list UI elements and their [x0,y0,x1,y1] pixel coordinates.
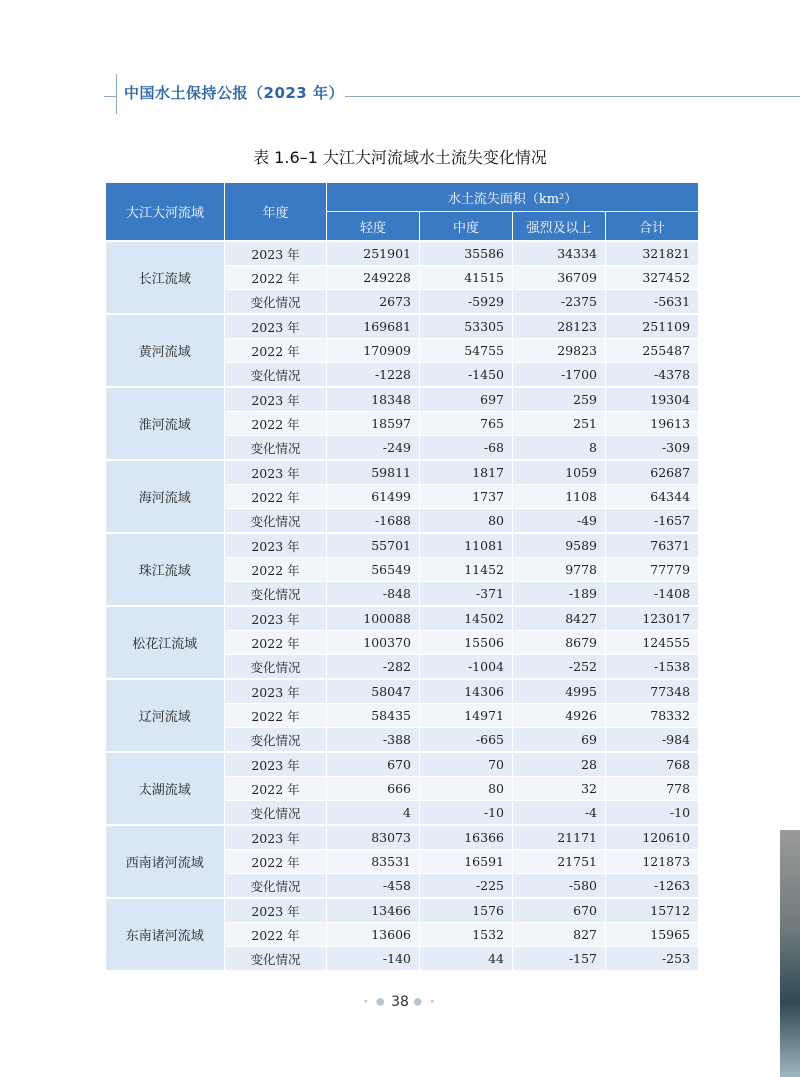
header-rule-left [104,96,117,97]
cell-strong: 69 [513,728,606,753]
header-total: 合计 [606,212,699,242]
table-row [106,460,699,485]
cell-total: 64344 [606,485,699,509]
year-label: 2023 年 [225,679,327,704]
cell-light: -1228 [327,363,420,388]
cell-strong: 827 [513,923,606,947]
cell-medium: 765 [420,412,513,436]
cell-medium: 14502 [420,606,513,631]
cell-light: 666 [327,777,420,801]
cell-total: 327452 [606,266,699,290]
cell-light: 61499 [327,485,420,509]
cell-strong: 28123 [513,314,606,339]
basin-name: 东南诸河流域 [106,898,225,971]
header-basin: 大江大河流域 [106,183,225,242]
cell-light: -140 [327,947,420,971]
page-number: 38 [391,994,409,1010]
year-label: 2023 年 [225,898,327,923]
cell-strong: 21751 [513,850,606,874]
cell-total: -1538 [606,655,699,680]
year-label: 变化情况 [225,363,327,388]
cell-total: 123017 [606,606,699,631]
cell-total: -1657 [606,509,699,534]
cell-medium: 80 [420,777,513,801]
cell-light: 170909 [327,339,420,363]
year-label: 变化情况 [225,290,327,315]
cell-total: 62687 [606,460,699,485]
cell-medium: -371 [420,582,513,607]
cell-strong: 28 [513,752,606,777]
basin-name: 松花江流域 [106,606,225,679]
basin-name: 淮河流域 [106,387,225,460]
cell-medium: 14306 [420,679,513,704]
year-label: 2022 年 [225,558,327,582]
cell-medium: 14971 [420,704,513,728]
year-label: 变化情况 [225,655,327,680]
cell-total: 251109 [606,314,699,339]
table-row [106,387,699,412]
cell-medium: 1576 [420,898,513,923]
soil-erosion-table [105,182,699,971]
year-label: 2023 年 [225,606,327,631]
cell-total: 121873 [606,850,699,874]
table-row [106,752,699,777]
basin-name: 黄河流域 [106,314,225,387]
year-label: 变化情况 [225,947,327,971]
cell-light: -249 [327,436,420,461]
cell-medium: -68 [420,436,513,461]
cell-strong: -49 [513,509,606,534]
cell-strong: 9778 [513,558,606,582]
cell-medium: 1737 [420,485,513,509]
table-row [106,679,699,704]
cell-medium: -5929 [420,290,513,315]
cell-medium: 54755 [420,339,513,363]
cell-strong: 259 [513,387,606,412]
year-label: 变化情况 [225,582,327,607]
table-row [106,898,699,923]
cell-medium: -225 [420,874,513,899]
cell-light: 13466 [327,898,420,923]
year-label: 2023 年 [225,241,327,266]
cell-total: 778 [606,777,699,801]
cell-medium: 44 [420,947,513,971]
cell-strong: 251 [513,412,606,436]
cell-total: 76371 [606,533,699,558]
cell-total: -5631 [606,290,699,315]
cell-total: -1263 [606,874,699,899]
header-rule-right [345,96,800,97]
cell-medium: 15506 [420,631,513,655]
cell-medium: 1817 [420,460,513,485]
cell-total: 768 [606,752,699,777]
page-footer [0,994,800,1010]
cell-light: 58435 [327,704,420,728]
cell-strong: -4 [513,801,606,826]
table-row [106,241,699,266]
cell-light: 59811 [327,460,420,485]
cell-strong: -2375 [513,290,606,315]
footer-dots-left: • ● [362,996,387,1008]
year-label: 2022 年 [225,704,327,728]
cell-total: -1408 [606,582,699,607]
cell-medium: 11452 [420,558,513,582]
year-label: 变化情况 [225,509,327,534]
cell-strong: 36709 [513,266,606,290]
cell-strong: 9589 [513,533,606,558]
cell-medium: 11081 [420,533,513,558]
cell-total: 78332 [606,704,699,728]
year-label: 2023 年 [225,752,327,777]
cell-light: 83531 [327,850,420,874]
cell-total: -4378 [606,363,699,388]
cell-strong: 34334 [513,241,606,266]
year-label: 2022 年 [225,631,327,655]
basin-name: 太湖流域 [106,752,225,825]
year-label: 变化情况 [225,436,327,461]
cell-strong: -1700 [513,363,606,388]
header-rule-vertical [116,74,117,114]
cell-light: -1688 [327,509,420,534]
cell-strong: -580 [513,874,606,899]
cell-medium: -1004 [420,655,513,680]
cell-light: 2673 [327,290,420,315]
cell-medium: 16366 [420,825,513,850]
cell-light: 18597 [327,412,420,436]
cell-total: -984 [606,728,699,753]
cell-total: 15965 [606,923,699,947]
cell-medium: 1532 [420,923,513,947]
cell-total: 120610 [606,825,699,850]
basin-name: 长江流域 [106,241,225,314]
cell-light: 251901 [327,241,420,266]
cell-light: -388 [327,728,420,753]
cell-strong: 8427 [513,606,606,631]
cell-strong: -252 [513,655,606,680]
cell-light: 4 [327,801,420,826]
year-label: 变化情况 [225,728,327,753]
cell-medium: -1450 [420,363,513,388]
header-strong: 强烈及以上 [513,212,606,242]
year-label: 变化情况 [225,801,327,826]
table-row [106,825,699,850]
cell-strong: 670 [513,898,606,923]
cell-light: 58047 [327,679,420,704]
cell-total: 77348 [606,679,699,704]
table-title: 表 1.6–1 大江大河流域水土流失变化情况 [253,148,547,167]
basin-name: 辽河流域 [106,679,225,752]
cell-medium: 80 [420,509,513,534]
cell-medium: 697 [420,387,513,412]
cell-light: 56549 [327,558,420,582]
cell-strong: 21171 [513,825,606,850]
cell-strong: 8679 [513,631,606,655]
cell-light: 83073 [327,825,420,850]
table-row [106,314,699,339]
cell-strong: 32 [513,777,606,801]
cell-medium: 35586 [420,241,513,266]
year-label: 2022 年 [225,923,327,947]
cell-medium: 53305 [420,314,513,339]
cell-light: -848 [327,582,420,607]
cell-light: -458 [327,874,420,899]
cell-total: -253 [606,947,699,971]
basin-name: 海河流域 [106,460,225,533]
cell-light: 249228 [327,266,420,290]
footer-dots-right: ● • [413,996,438,1008]
cell-total: -309 [606,436,699,461]
cell-strong: 8 [513,436,606,461]
cell-medium: -10 [420,801,513,826]
cell-strong: 4926 [513,704,606,728]
cell-light: 18348 [327,387,420,412]
basin-name: 西南诸河流域 [106,825,225,898]
cell-light: 100370 [327,631,420,655]
header-light: 轻度 [327,212,420,242]
year-label: 2022 年 [225,412,327,436]
cell-light: 100088 [327,606,420,631]
cell-medium: 70 [420,752,513,777]
cell-medium: 41515 [420,266,513,290]
year-label: 2023 年 [225,314,327,339]
cell-strong: 1059 [513,460,606,485]
table-row [106,533,699,558]
year-label: 2022 年 [225,850,327,874]
cell-light: 169681 [327,314,420,339]
cell-strong: -189 [513,582,606,607]
header-year: 年度 [225,183,327,242]
table-row [106,606,699,631]
photo-edge [780,830,800,1077]
cell-strong: -157 [513,947,606,971]
cell-total: 124555 [606,631,699,655]
cell-medium: -665 [420,728,513,753]
cell-light: -282 [327,655,420,680]
year-label: 2022 年 [225,266,327,290]
cell-light: 670 [327,752,420,777]
header-area-group: 水土流失面积（km²） [327,183,699,212]
year-label: 2023 年 [225,460,327,485]
year-label: 2023 年 [225,825,327,850]
cell-total: 77779 [606,558,699,582]
year-label: 2022 年 [225,339,327,363]
cell-total: 19304 [606,387,699,412]
year-label: 2023 年 [225,387,327,412]
running-header: 中国水土保持公报（2023 年） [124,84,344,102]
cell-light: 55701 [327,533,420,558]
cell-total: 15712 [606,898,699,923]
cell-light: 13606 [327,923,420,947]
cell-strong: 1108 [513,485,606,509]
cell-total: 19613 [606,412,699,436]
year-label: 2022 年 [225,777,327,801]
header-medium: 中度 [420,212,513,242]
year-label: 2023 年 [225,533,327,558]
cell-total: -10 [606,801,699,826]
cell-strong: 4995 [513,679,606,704]
year-label: 变化情况 [225,874,327,899]
cell-strong: 29823 [513,339,606,363]
basin-name: 珠江流域 [106,533,225,606]
cell-medium: 16591 [420,850,513,874]
year-label: 2022 年 [225,485,327,509]
cell-total: 255487 [606,339,699,363]
cell-total: 321821 [606,241,699,266]
